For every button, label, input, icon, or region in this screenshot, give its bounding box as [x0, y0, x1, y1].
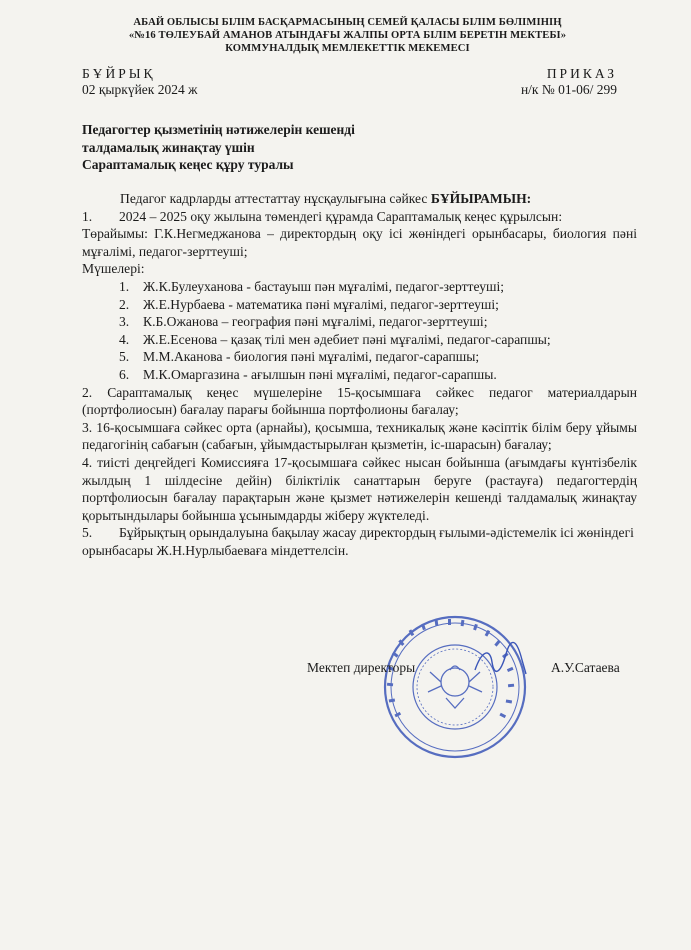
list-item: [82, 278, 637, 296]
signature-scribble-icon: [470, 640, 530, 680]
chair-paragraph: Төрайымы: Г.К.Негмеджанова – директордың оқу ісі жөніндегі орынбасары, биология пәні мұғалімі, педагог-зерттеуші;: [82, 226, 637, 259]
item-5-number: 5.: [82, 525, 93, 541]
members-list: [82, 278, 637, 384]
member-number: 6.: [119, 366, 130, 382]
item-1-text: 2024 – 2025 оқу жылына төмендегі құрамда Сараптамалық кеңес құрылсын:: [119, 208, 563, 224]
member-number: 1.: [119, 278, 130, 294]
intro-command: БҰЙЫРАМЫН:: [430, 191, 532, 206]
list-item: [82, 296, 637, 314]
org-line-3: КОММУНАЛДЫҚ МЕМЛЕКЕТТІК МЕКЕМЕСІ: [225, 43, 470, 54]
member-number: 3.: [119, 314, 130, 330]
list-item: [82, 331, 637, 349]
org-line-2: «№16 ТӨЛЕУБАЙ АМАНОВ АТЫНДАҒЫ ЖАЛПЫ ОРТА БІЛІМ БЕРЕТІН МЕКТЕБІ»: [128, 30, 567, 41]
list-item: [82, 348, 637, 366]
intro-text: Педагог кадрларды аттестаттау нұсқаулығына сәйкес: [120, 191, 428, 206]
official-stamp-icon: [380, 612, 530, 762]
member-text: К.Б.Ожанова – география пәні мұғалімі, педагог-зерттеуші;: [143, 314, 488, 330]
doc-type-ru: ПРИКАЗ: [546, 66, 617, 81]
subject-line-2: талдамалық жинақтау үшін: [82, 139, 255, 155]
member-text: Ж.К.Булеуханова - бастауыш пән мұғалімі, педагог-зерттеуші;: [143, 278, 505, 294]
item-5: [82, 524, 637, 559]
org-line-1: АБАЙ ОБЛЫСЫ БІЛІМ БАСҚАРМАСЫНЫҢ СЕМЕЙ ҚАЛАСЫ БІЛІМ БӨЛІМІНІҢ: [133, 17, 562, 28]
members-label: Мүшелері:: [82, 261, 145, 277]
order-number: н/к № 01-06/ 299: [520, 82, 617, 97]
order-body: [82, 190, 637, 559]
item-5-text: Бұйрықтың орындалуына бақылау жасау директордың ғылыми-әдістемелік ісі жөніндегі орынбасары Ж.Н.Нурлыбаеваға міндеттелсін.: [82, 525, 634, 558]
member-number: 4.: [119, 331, 130, 347]
order-subject: [82, 121, 355, 174]
subject-line-1: Педагогтер қызметінің нәтижелерін кешенді: [82, 122, 355, 137]
item-1: [82, 208, 637, 226]
item-4: 4. тиісті деңгейдегі Комиссияға 17-қосымшаға сәйкес нысан бойынша (ағымдағы күнтізбелік жылдың 1 шілдесіне дейін) біліктілік санаттарын беруге (растауға) педагогтердің портфолиосын бағалау парақтарын және қызмет нәтижелерін кешенді талдамалық жинақтау қорытындылары бойынша ұсынымдарды жіберу жүктеледі.: [82, 454, 637, 523]
member-number: 2.: [119, 296, 130, 312]
item-2: 2. Сараптамалық кеңес мүшелеріне 15-қосымшаға сәйкес педагог материалдарын (портфолиосын) бағалау парағы бойынша портфолионы бағалау;: [82, 384, 637, 418]
member-number: 5.: [119, 349, 130, 365]
order-header-ru: [521, 66, 617, 98]
signatory-name: А.У.Сатаева: [551, 660, 620, 675]
member-text: М.М.Аканова - биология пәні мұғалімі, педагог-сарапшы;: [143, 349, 480, 365]
doc-type-kz: БҰЙРЫҚ: [82, 66, 156, 81]
item-3: 3. 16-қосымшаға сәйкес орта (арнайы), қосымша, техникалық және кәсіптік білім беру ұйымы педагогінің сабағын (сабағын, ұйымдастырылған қызметін, іс-шарасын) бағалау;: [82, 419, 637, 453]
list-item: [82, 313, 637, 331]
subject-line-3: Сараптамалық кеңес құру туралы: [82, 157, 294, 172]
order-header-kz: [82, 66, 197, 98]
member-text: М.К.Омаргазина - ағылшын пәні мұғалімі, педагог-сарапшы.: [143, 366, 497, 382]
intro-paragraph: [82, 190, 637, 208]
signatory-role: Мектеп директоры: [307, 660, 416, 675]
list-item: [82, 366, 637, 384]
order-date: 02 қыркүйек 2024 ж: [82, 82, 198, 97]
item-1-number: 1.: [82, 208, 93, 224]
organization-header: [60, 16, 635, 55]
member-text: Ж.Е.Есенова – қазақ тілі мен әдебиет пәні мұғалімі, педагог-сарапшы;: [143, 331, 551, 347]
member-text: Ж.Е.Нурбаева - математика пәні мұғалімі, педагог-зерттеуші;: [143, 296, 499, 312]
